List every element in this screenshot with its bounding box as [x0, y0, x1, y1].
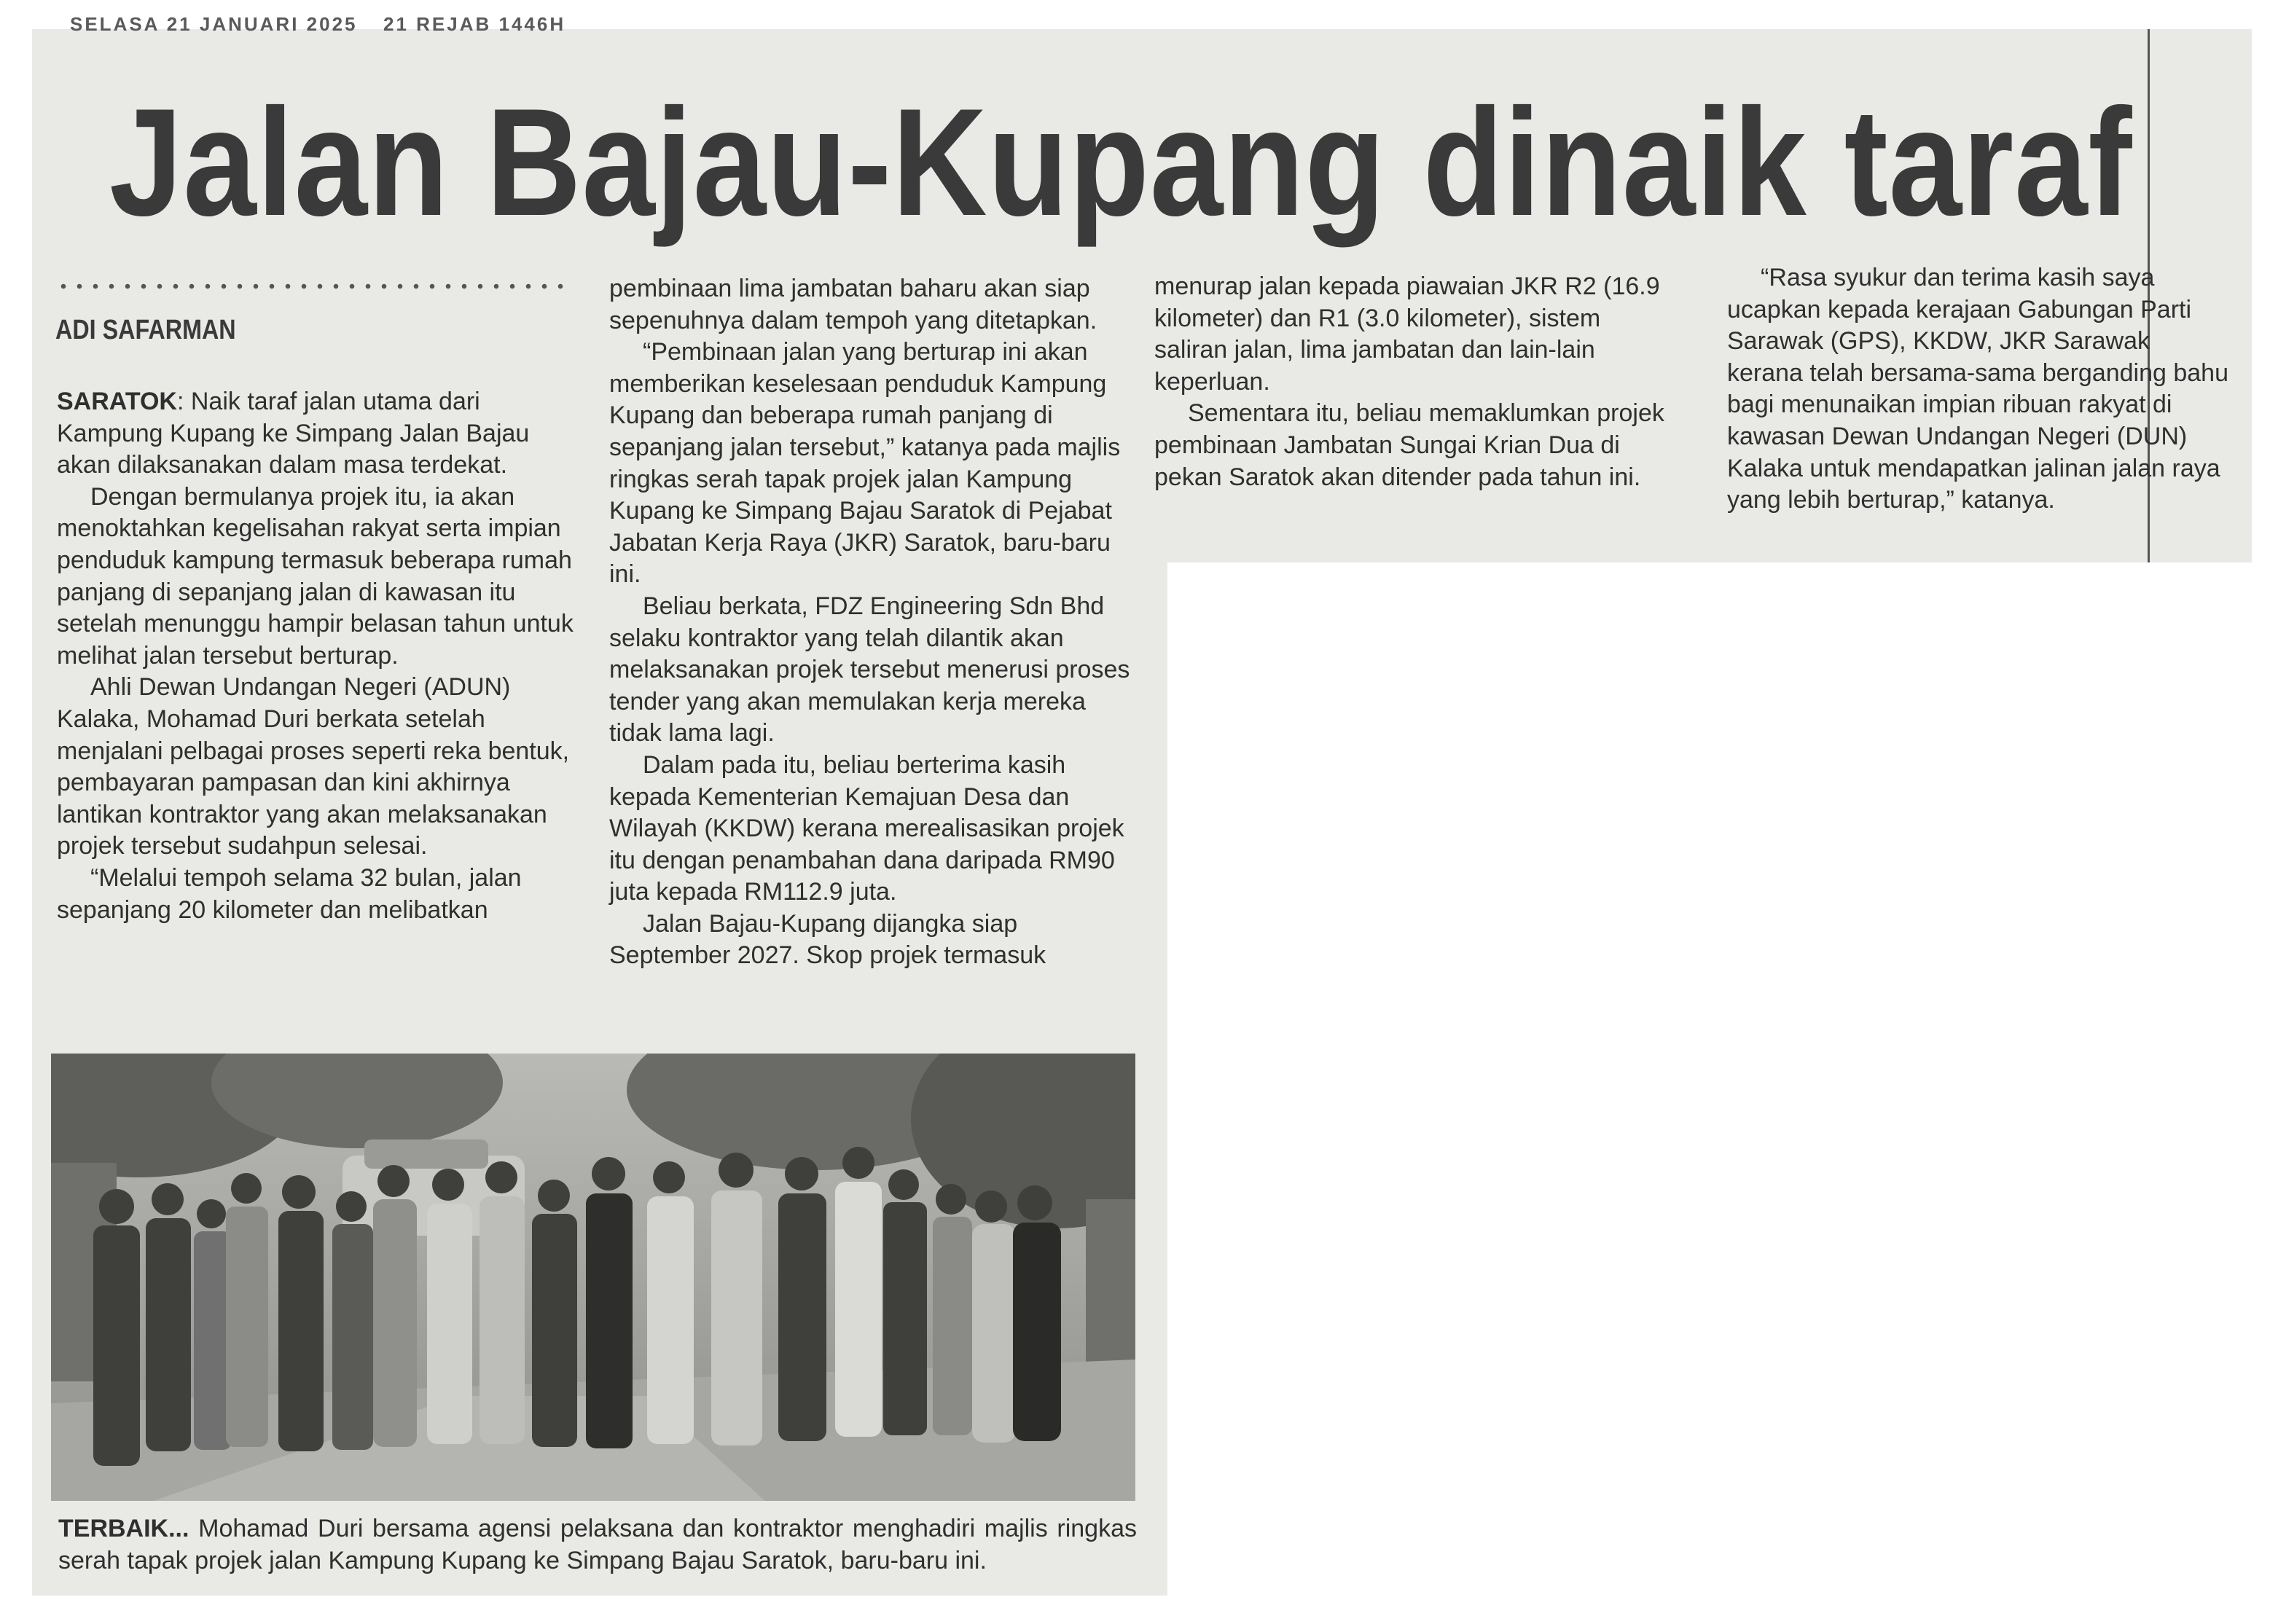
- page-header-strip: [70, 12, 2220, 34]
- paragraph-8a: Jalan Bajau-Kupang dijangka siap September 2027. Skop projek termasuk: [609, 909, 1046, 970]
- paragraph-1: SARATOK: Naik taraf jalan utama dari Kampung Kupang ke Simpang Jalan Bajau akan dilaksanakan dalam masa terdekat.: [57, 388, 530, 479]
- paragraph-4b: pembinaan lima jambatan baharu akan siap sepenuhnya dalam tempoh yang ditetapkan.: [609, 275, 1097, 334]
- paragraph-10: “Rasa syukur dan terima kasih saya ucapkan kepada kerajaan Gabungan Parti Sarawak (GPS), KKDW, JKR Sarawak kerana telah bersama-sama berganding bahu bagi menunaikan impian ribuan rakyat di kawasan Dewan Undangan Negeri (DUN) Kalaka untuk mendapatkan jalinan jalan raya yang lebih berturap,” katanya.: [1727, 264, 2229, 514]
- headline: Jalan Bajau-Kupang dinaik taraf: [109, 77, 2133, 248]
- column-3: [1154, 271, 1679, 493]
- paragraph-5: “Pembinaan jalan yang berturap ini akan memberikan keselesaan penduduk Kampung Kupang dan beberapa rumah panjang di sepanjang jalan tersebut,” katanya pada majlis ringkas serah tapak projek jalan Kampung Kupang ke Simpang Bajau Saratok di Pejabat Jabatan Kerja Raya (JKR) Saratok, baru-baru ini.: [609, 338, 1121, 589]
- paragraph-8b: menurap jalan kepada piawaian JKR R2 (16.9 kilometer) dan R1 (3.0 kilometer), sistem saliran jalan, lima jambatan dan lain-lain keperluan.: [1154, 272, 1660, 396]
- header-date: SELASA 21 JANUARI 2025: [70, 13, 358, 34]
- caption-lead: TERBAIK...: [58, 1515, 189, 1542]
- dateline: SARATOK: [57, 388, 177, 415]
- byline: ADI SAFARMAN: [55, 315, 236, 345]
- column-2: [609, 273, 1134, 972]
- paragraph-2: Dengan bermulanya projek itu, ia akan menoktahkan kegelisahan rakyat serta impian penduduk kampung termasuk beberapa rumah panjang di sepanjang jalan di kawasan itu setelah menunggu hampir belasan tahun untuk melihat jalan tersebut berturap.: [57, 482, 574, 670]
- column-1: [57, 386, 579, 926]
- column-4: [1727, 262, 2230, 517]
- paragraph-4a: “Melalui tempoh selama 32 bulan, jalan sepanjang 20 kilometer dan melibatkan: [57, 863, 522, 924]
- group-photo: [51, 1054, 1135, 1501]
- dotted-rule: [55, 281, 570, 291]
- paragraph-9: Sementara itu, beliau memaklumkan projek pembinaan Jambatan Sungai Krian Dua di pekan Saratok akan ditender pada tahun ini.: [1154, 399, 1664, 491]
- paragraph-7: Dalam pada itu, beliau berterima kasih kepada Kementerian Kemajuan Desa dan Wilayah (KKDW) kerana merealisasikan projek itu dengan penambahan dana daripada RM90 juta kepada RM112.9 juta.: [609, 750, 1124, 906]
- header-hijri: 21 REJAB 1446H: [383, 13, 566, 34]
- photo-caption: [58, 1513, 1137, 1577]
- caption-text: Mohamad Duri bersama agensi pelaksana dan kontraktor menghadiri majlis ringkas serah tapak projek jalan Kampung Kupang ke Simpang Bajau Saratok, baru-baru ini.: [58, 1515, 1137, 1574]
- paragraph-3: Ahli Dewan Undangan Negeri (ADUN) Kalaka, Mohamad Duri berkata setelah menjalani pelbagai proses seperti reka bentuk, pembayaran pampasan dan kini akhirnya lantikan kontraktor yang akan melaksanakan projek tersebut sudahpun selesai.: [57, 673, 570, 860]
- group-photo-image: [51, 1054, 1135, 1501]
- paragraph-6: Beliau berkata, FDZ Engineering Sdn Bhd selaku kontraktor yang telah dilantik akan melaksanakan projek tersebut menerusi proses tender yang akan memulakan kerja mereka tidak lama lagi.: [609, 592, 1130, 748]
